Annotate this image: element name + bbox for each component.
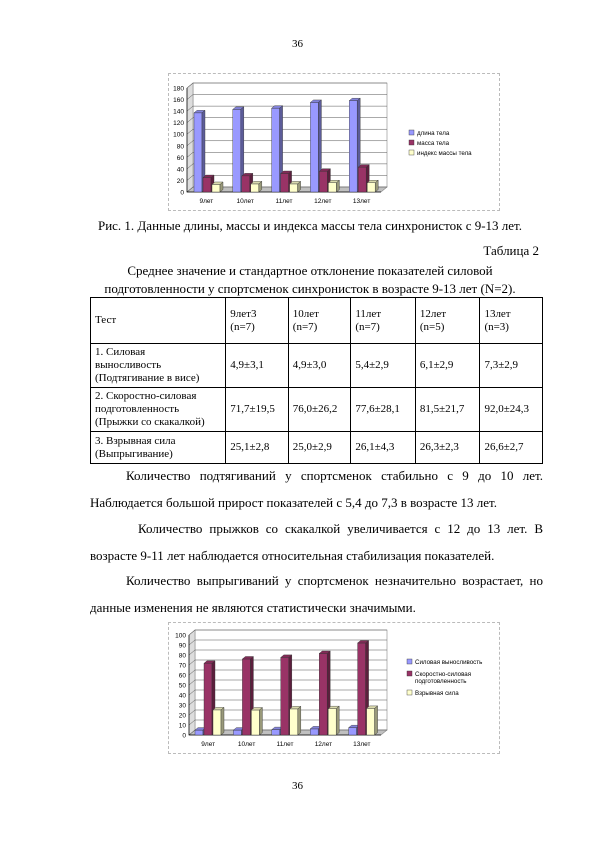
table-title-line1: Среднее значение и стандартное отклонение показателей силовой (127, 263, 493, 278)
header-age: 12лет (419, 307, 447, 320)
y-tick-label: 40 (176, 166, 184, 174)
paragraph-1-line2: Наблюдается большой прирост показателей с 5,4 до 7,3 в возрасте 13 лет. (90, 495, 497, 510)
legend (407, 659, 482, 697)
bar-front (212, 184, 220, 192)
y-tick-label: 60 (176, 154, 184, 162)
y-tick-label: 80 (176, 143, 184, 151)
header-col (351, 298, 416, 344)
bar-front (367, 183, 375, 192)
header-test: Тест (91, 298, 226, 344)
paragraph-2-line1: Количество прыжков со скакалкой увеличивается с 12 до 13 лет. В (138, 521, 543, 536)
page-number-top: 36 (292, 38, 303, 50)
paragraph-3-line2: данные изменения не являются статистически значимыми. (90, 600, 416, 615)
cell-value: 26,3±2,3 (415, 432, 480, 464)
bar-front (290, 709, 298, 735)
legend-label: индекс массы тела (417, 150, 472, 157)
y-tick-label: 140 (173, 108, 184, 116)
header-n: (n=3) (484, 320, 509, 333)
paragraph-1-line1: Количество подтягиваний у спортсменок стабильно с 9 до 10 лет. (126, 468, 543, 483)
row-name (91, 344, 226, 388)
table-label: Таблица 2 (483, 243, 539, 258)
figure1-caption: Рис. 1. Данные длины, массы и индекса массы тела синхронисток с 9-13 лет. (97, 218, 523, 233)
bar (290, 706, 301, 735)
cell-value: 26,6±2,7 (480, 432, 543, 464)
cell-value: 76,0±26,2 (288, 388, 351, 432)
legend-swatch (407, 690, 412, 695)
bar-front (204, 663, 212, 735)
cell-value: 6,1±2,9 (415, 344, 480, 388)
bar-front (272, 108, 280, 192)
bar (213, 707, 224, 735)
header-age: 13лет (484, 307, 511, 320)
bar (290, 181, 301, 192)
header-n: (n=7) (355, 320, 380, 333)
y-tick-label: 90 (178, 642, 186, 650)
y-tick-label: 50 (178, 682, 186, 690)
row-name-line: (Подтягивание в висе) (95, 372, 200, 384)
bar-front (310, 729, 318, 735)
y-tick-label: 20 (176, 177, 184, 185)
cell-value: 5,4±2,9 (351, 344, 416, 388)
header-col (415, 298, 480, 344)
legend-swatch (407, 671, 412, 676)
cell-value: 81,5±21,7 (415, 388, 480, 432)
legend-swatch (407, 659, 412, 664)
bar (251, 708, 262, 736)
bar-front (319, 171, 327, 192)
table-title (60, 262, 560, 298)
bar (251, 181, 262, 192)
cell-value: 25,0±2,9 (288, 432, 351, 464)
y-tick-label: 100 (173, 131, 184, 139)
header-col (480, 298, 543, 344)
table-row (91, 344, 543, 388)
header-age: 10лет (292, 307, 319, 320)
cell-value: 7,3±2,9 (480, 344, 543, 388)
legend-label: Скоростно-силовая (415, 671, 472, 678)
chart-body-measurements (168, 73, 500, 211)
paragraph-3 (90, 567, 543, 621)
plot-side-wall (187, 83, 193, 192)
bar (328, 180, 339, 192)
x-tick-label: 11лет (276, 741, 294, 748)
legend-label: длина тела (417, 130, 450, 137)
row-name-line: выносливость (95, 359, 162, 371)
y-tick-label: 10 (178, 722, 186, 730)
bar-front (310, 102, 318, 192)
y-tick-label: 20 (178, 712, 186, 720)
y-tick-label: 30 (178, 702, 186, 710)
cell-value: 26,1±4,3 (351, 432, 416, 464)
bar-side (298, 706, 301, 735)
header-col (288, 298, 351, 344)
paragraph-2 (90, 515, 543, 569)
y-tick-label: 60 (178, 672, 186, 680)
table-row (91, 388, 543, 432)
bar-front (281, 174, 289, 192)
row-name-line: подготовленность (95, 403, 180, 415)
y-tick-label: 0 (180, 189, 184, 197)
bar-front (251, 710, 259, 735)
x-tick-label: 12лет (314, 741, 333, 748)
y-tick-label: 70 (178, 662, 186, 670)
bar-side (259, 708, 262, 736)
cell-value: 71,7±19,5 (226, 388, 289, 432)
cell-value: 4,9±3,1 (226, 344, 289, 388)
header-n: (n=7) (292, 320, 318, 333)
legend-swatch (409, 130, 414, 135)
x-tick-label: 10лет (236, 198, 254, 205)
x-tick-label: 9лет (201, 741, 216, 748)
bar-front (195, 730, 203, 735)
y-tick-label: 120 (173, 120, 184, 128)
bar-front (358, 643, 366, 735)
paragraph-2-line2: возрасте 9-11 лет наблюдается относительная стабилизация показателей. (90, 548, 495, 563)
legend-label: Силовая выносливость (415, 659, 483, 666)
header-age: 11лет (355, 307, 382, 320)
legend-swatch (409, 140, 414, 145)
bar-side (221, 707, 224, 735)
legend (409, 130, 472, 157)
bar (367, 706, 378, 735)
bar (328, 706, 339, 735)
bar (212, 182, 223, 192)
bar-front (319, 654, 327, 736)
table-title-line2: подготовленности у спортсменок синхронисток в возрасте 9-13 лет (N=2). (104, 281, 516, 296)
y-tick-label: 180 (173, 85, 184, 93)
legend-label: масса тела (417, 140, 450, 147)
cell-value: 4,9±3,0 (288, 344, 351, 388)
bar-front (272, 730, 280, 735)
y-tick-label: 160 (173, 97, 184, 105)
header-col (226, 298, 289, 344)
bar-front (367, 708, 375, 735)
x-tick-label: 10лет (237, 741, 256, 748)
chart2-svg (169, 623, 499, 753)
header-age: 9лет3 (230, 307, 257, 320)
strength-table (90, 297, 543, 464)
row-name-line: (Прыжки со скакалкой) (95, 416, 205, 428)
bar-front (203, 178, 211, 192)
chart1-svg (169, 74, 499, 210)
bar-front (233, 730, 241, 735)
y-tick-label: 40 (178, 692, 186, 700)
bar-front (213, 710, 221, 735)
x-tick-label: 9лет (199, 198, 214, 205)
bar-side (375, 706, 378, 735)
paragraph-3-line1: Количество выпрыгиваний у спортсменок незначительно возрастает, но (126, 573, 543, 588)
x-tick-label: 11лет (275, 198, 293, 205)
legend-label: Взрывная сила (415, 690, 459, 697)
bar-front (242, 659, 250, 735)
page-number-bottom: 36 (292, 780, 303, 792)
row-name-line: 2. Скоростно-силовая (95, 390, 197, 402)
bar-front (281, 657, 289, 735)
paragraph-1 (90, 462, 543, 516)
header-n: (n=5) (419, 320, 445, 333)
cell-value: 77,6±28,1 (351, 388, 416, 432)
row-name-line: (Выпрыгивание) (95, 447, 173, 460)
y-tick-label: 80 (178, 652, 186, 660)
row-name (91, 388, 226, 432)
bar-front (349, 728, 357, 735)
x-tick-label: 13лет (353, 741, 371, 748)
bar-front (349, 101, 357, 192)
bar-front (358, 167, 366, 192)
x-tick-label: 13лет (352, 198, 371, 205)
bar-side (336, 706, 339, 735)
bar-front (194, 113, 202, 192)
bar (367, 180, 378, 192)
legend-swatch (409, 150, 414, 155)
bar-front (242, 176, 250, 192)
bar-front (233, 109, 241, 192)
row-name-line: 3. Взрывная сила (95, 434, 176, 447)
x-tick-label: 12лет (314, 198, 332, 205)
bar-front (251, 184, 259, 192)
bar-front (290, 184, 298, 192)
cell-value: 25,1±2,8 (226, 432, 289, 464)
cell-value: 92,0±24,3 (480, 388, 543, 432)
y-tick-label: 100 (175, 632, 186, 640)
bar-front (328, 183, 336, 192)
legend-label: подготовленность (415, 678, 467, 685)
table-header-row (91, 298, 543, 344)
table-row (91, 432, 543, 464)
row-name (91, 432, 226, 464)
row-name-line: 1. Силовая (95, 346, 146, 358)
header-n: (n=7) (230, 320, 255, 333)
y-tick-label: 0 (182, 732, 186, 740)
bar-front (328, 709, 336, 735)
chart-strength (168, 622, 500, 754)
